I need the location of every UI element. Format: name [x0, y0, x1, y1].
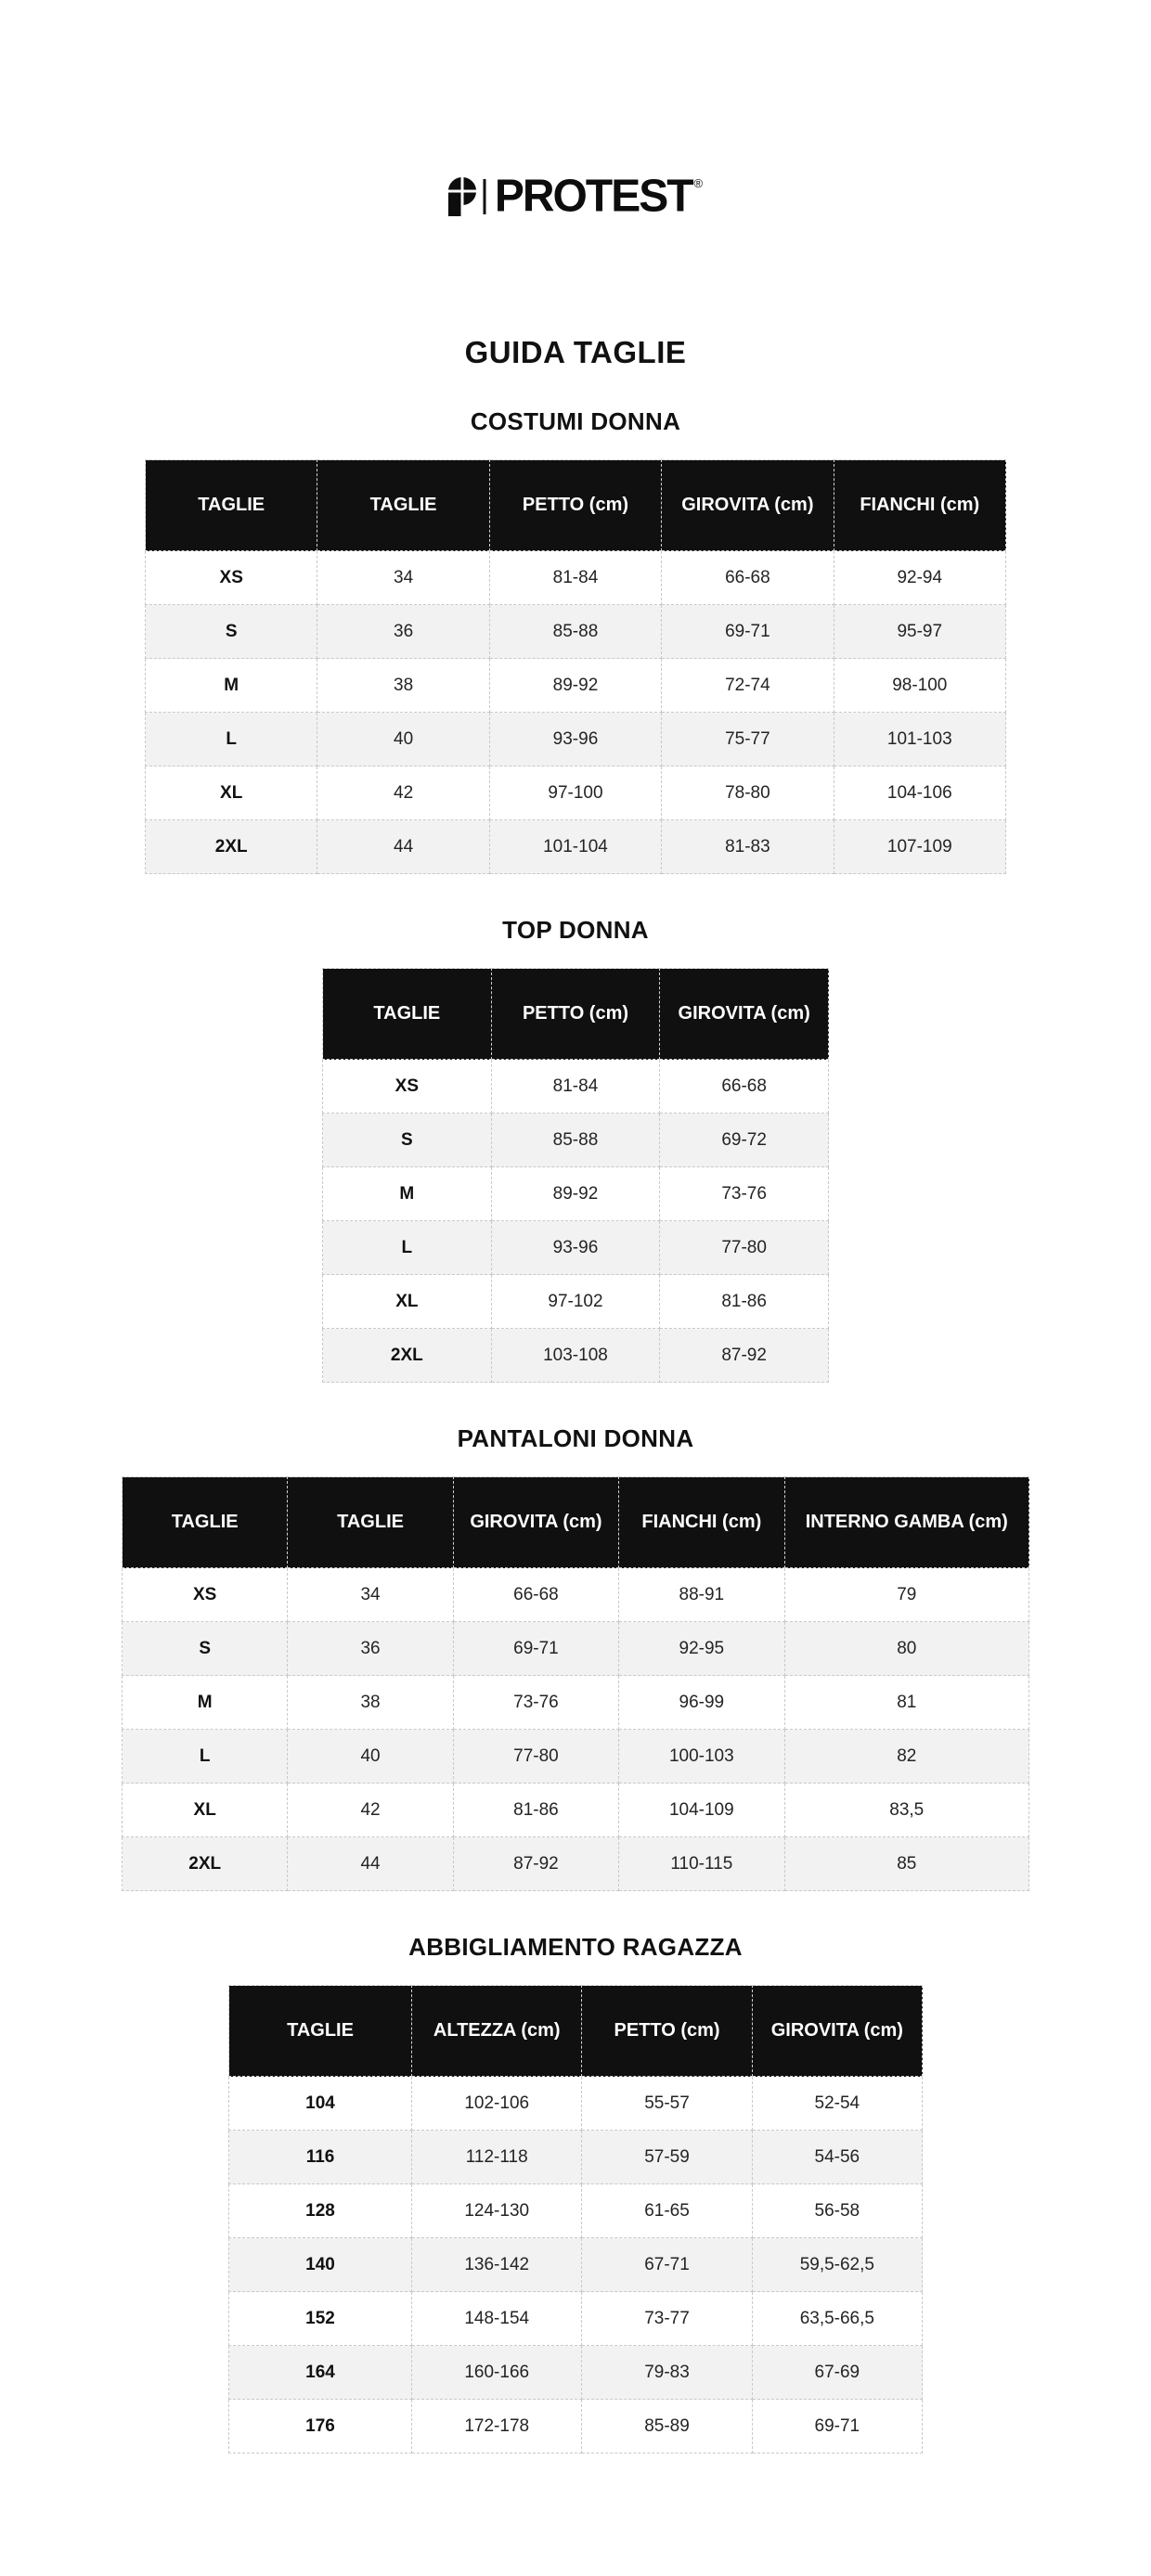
measurement-cell: 97-100	[489, 766, 661, 820]
measurement-cell: 107-109	[834, 820, 1005, 874]
column-header: TAGLIE	[229, 1986, 412, 2077]
measurement-cell: 69-71	[662, 605, 834, 659]
size-label-cell: 2XL	[146, 820, 317, 874]
measurement-cell: 81	[784, 1676, 1028, 1730]
measurement-cell: 85-88	[491, 1114, 660, 1167]
section-costumi-donna	[0, 407, 1151, 874]
measurement-cell: 80	[784, 1622, 1028, 1676]
section-title-costumi-donna: COSTUMI DONNA	[470, 407, 681, 435]
column-header: PETTO (cm)	[489, 460, 661, 551]
measurement-cell: 55-57	[582, 2077, 752, 2131]
measurement-cell: 42	[317, 766, 489, 820]
measurement-cell: 73-77	[582, 2292, 752, 2346]
measurement-cell: 85	[784, 1837, 1028, 1891]
column-header: TAGLIE	[123, 1477, 288, 1568]
measurement-cell: 44	[288, 1837, 453, 1891]
measurement-cell: 66-68	[453, 1568, 618, 1622]
measurement-cell: 63,5-66,5	[752, 2292, 922, 2346]
measurement-cell: 73-76	[453, 1676, 618, 1730]
brand-wordmark: PROTEST	[494, 171, 692, 222]
brand-logo-lockup	[448, 171, 704, 222]
measurement-cell: 67-69	[752, 2346, 922, 2400]
measurement-cell: 54-56	[752, 2131, 922, 2184]
measurement-cell: 89-92	[491, 1167, 660, 1221]
size-label-cell: 176	[229, 2400, 412, 2454]
measurement-cell: 101-103	[834, 713, 1005, 766]
measurement-cell: 78-80	[662, 766, 834, 820]
table-row	[146, 820, 1006, 874]
measurement-cell: 40	[288, 1730, 453, 1784]
protest-logo-icon	[448, 177, 488, 218]
table-row	[323, 1060, 829, 1114]
size-label-cell: S	[323, 1114, 492, 1167]
measurement-cell: 66-68	[662, 551, 834, 605]
measurement-cell: 42	[288, 1784, 453, 1837]
size-label-cell: L	[146, 713, 317, 766]
size-label-cell: 116	[229, 2131, 412, 2184]
size-label-cell: XL	[123, 1784, 288, 1837]
size-label-cell: XL	[323, 1275, 492, 1329]
table-row	[229, 2346, 923, 2400]
header-row	[229, 1986, 923, 2077]
size-table-costumi-donna	[145, 459, 1006, 874]
table-row	[123, 1784, 1029, 1837]
column-header: INTERNO GAMBA (cm)	[784, 1477, 1028, 1568]
column-header: GIROVITA (cm)	[660, 969, 829, 1060]
column-header: GIROVITA (cm)	[662, 460, 834, 551]
measurement-cell: 83,5	[784, 1784, 1028, 1837]
column-header: TAGLIE	[317, 460, 489, 551]
measurement-cell: 98-100	[834, 659, 1005, 713]
measurement-cell: 38	[317, 659, 489, 713]
table-row	[123, 1568, 1029, 1622]
measurement-cell: 66-68	[660, 1060, 829, 1114]
column-header: FIANCHI (cm)	[834, 460, 1005, 551]
size-label-cell: M	[323, 1167, 492, 1221]
measurement-cell: 72-74	[662, 659, 834, 713]
column-header: FIANCHI (cm)	[619, 1477, 784, 1568]
measurement-cell: 79-83	[582, 2346, 752, 2400]
measurement-cell: 87-92	[660, 1329, 829, 1383]
measurement-cell: 93-96	[489, 713, 661, 766]
section-pantaloni-donna	[0, 1424, 1151, 1891]
column-header: PETTO (cm)	[582, 1986, 752, 2077]
table-row	[123, 1837, 1029, 1891]
measurement-cell: 69-72	[660, 1114, 829, 1167]
header-row	[123, 1477, 1029, 1568]
size-label-cell: XL	[146, 766, 317, 820]
size-label-cell: XS	[323, 1060, 492, 1114]
measurement-cell: 104-109	[619, 1784, 784, 1837]
brand-logo	[0, 0, 1151, 222]
table-row	[123, 1730, 1029, 1784]
measurement-cell: 81-83	[662, 820, 834, 874]
size-label-cell: 104	[229, 2077, 412, 2131]
size-label-cell: XS	[146, 551, 317, 605]
table-row	[229, 2184, 923, 2238]
table-row	[146, 713, 1006, 766]
size-table-pantaloni-donna	[122, 1476, 1029, 1891]
table-row	[229, 2292, 923, 2346]
table-row	[123, 1622, 1029, 1676]
registered-trademark-icon: ®	[693, 176, 704, 190]
size-table-top-donna	[322, 968, 829, 1383]
measurement-cell: 100-103	[619, 1730, 784, 1784]
size-label-cell: XS	[123, 1568, 288, 1622]
measurement-cell: 38	[288, 1676, 453, 1730]
size-label-cell: 140	[229, 2238, 412, 2292]
measurement-cell: 89-92	[489, 659, 661, 713]
size-label-cell: 2XL	[123, 1837, 288, 1891]
measurement-cell: 61-65	[582, 2184, 752, 2238]
size-label-cell: 152	[229, 2292, 412, 2346]
table-row	[323, 1167, 829, 1221]
measurement-cell: 77-80	[453, 1730, 618, 1784]
measurement-cell: 124-130	[412, 2184, 582, 2238]
measurement-cell: 59,5-62,5	[752, 2238, 922, 2292]
measurement-cell: 81-86	[660, 1275, 829, 1329]
measurement-cell: 73-76	[660, 1167, 829, 1221]
measurement-cell: 148-154	[412, 2292, 582, 2346]
header-row	[146, 460, 1006, 551]
measurement-cell: 172-178	[412, 2400, 582, 2454]
measurement-cell: 81-84	[491, 1060, 660, 1114]
measurement-cell: 40	[317, 713, 489, 766]
measurement-cell: 87-92	[453, 1837, 618, 1891]
size-label-cell: M	[146, 659, 317, 713]
page-title: GUIDA TAGLIE	[464, 335, 687, 369]
table-row	[323, 1329, 829, 1383]
measurement-cell: 56-58	[752, 2184, 922, 2238]
table-row	[323, 1114, 829, 1167]
table-row	[146, 659, 1006, 713]
size-label-cell: S	[146, 605, 317, 659]
measurement-cell: 81-86	[453, 1784, 618, 1837]
size-label-cell: M	[123, 1676, 288, 1730]
measurement-cell: 82	[784, 1730, 1028, 1784]
size-table-abbigliamento-ragazza	[228, 1985, 923, 2454]
measurement-cell: 34	[288, 1568, 453, 1622]
header-row	[323, 969, 829, 1060]
column-header: GIROVITA (cm)	[752, 1986, 922, 2077]
measurement-cell: 112-118	[412, 2131, 582, 2184]
measurement-cell: 88-91	[619, 1568, 784, 1622]
measurement-cell: 101-104	[489, 820, 661, 874]
measurement-cell: 52-54	[752, 2077, 922, 2131]
measurement-cell: 77-80	[660, 1221, 829, 1275]
measurement-cell: 96-99	[619, 1676, 784, 1730]
measurement-cell: 57-59	[582, 2131, 752, 2184]
measurement-cell: 85-89	[582, 2400, 752, 2454]
measurement-cell: 92-94	[834, 551, 1005, 605]
measurement-cell: 93-96	[491, 1221, 660, 1275]
measurement-cell: 36	[288, 1622, 453, 1676]
measurement-cell: 136-142	[412, 2238, 582, 2292]
table-row	[323, 1221, 829, 1275]
column-header: ALTEZZA (cm)	[412, 1986, 582, 2077]
size-label-cell: L	[323, 1221, 492, 1275]
table-row	[123, 1676, 1029, 1730]
measurement-cell: 97-102	[491, 1275, 660, 1329]
section-abbigliamento-ragazza	[0, 1933, 1151, 2454]
measurement-cell: 69-71	[752, 2400, 922, 2454]
measurement-cell: 104-106	[834, 766, 1005, 820]
column-header: TAGLIE	[146, 460, 317, 551]
section-title-pantaloni-donna: PANTALONI DONNA	[457, 1424, 694, 1452]
measurement-cell: 67-71	[582, 2238, 752, 2292]
table-row	[146, 605, 1006, 659]
size-label-cell: 2XL	[323, 1329, 492, 1383]
measurement-cell: 95-97	[834, 605, 1005, 659]
table-row	[229, 2400, 923, 2454]
column-header: TAGLIE	[288, 1477, 453, 1568]
section-title-abbigliamento-ragazza: ABBIGLIAMENTO RAGAZZA	[408, 1933, 743, 1961]
column-header: PETTO (cm)	[491, 969, 660, 1060]
measurement-cell: 44	[317, 820, 489, 874]
measurement-cell: 34	[317, 551, 489, 605]
table-row	[323, 1275, 829, 1329]
measurement-cell: 103-108	[491, 1329, 660, 1383]
measurement-cell: 85-88	[489, 605, 661, 659]
column-header: TAGLIE	[323, 969, 492, 1060]
size-label-cell: 164	[229, 2346, 412, 2400]
measurement-cell: 36	[317, 605, 489, 659]
measurement-cell: 92-95	[619, 1622, 784, 1676]
table-row	[229, 2077, 923, 2131]
section-title-top-donna: TOP DONNA	[502, 916, 649, 944]
section-top-donna	[0, 916, 1151, 1383]
measurement-cell: 160-166	[412, 2346, 582, 2400]
size-label-cell: S	[123, 1622, 288, 1676]
size-label-cell: L	[123, 1730, 288, 1784]
table-row	[229, 2238, 923, 2292]
column-header: GIROVITA (cm)	[453, 1477, 618, 1568]
measurement-cell: 110-115	[619, 1837, 784, 1891]
table-row	[229, 2131, 923, 2184]
table-row	[146, 766, 1006, 820]
size-label-cell: 128	[229, 2184, 412, 2238]
measurement-cell: 75-77	[662, 713, 834, 766]
table-row	[146, 551, 1006, 605]
measurement-cell: 79	[784, 1568, 1028, 1622]
measurement-cell: 69-71	[453, 1622, 618, 1676]
measurement-cell: 102-106	[412, 2077, 582, 2131]
measurement-cell: 81-84	[489, 551, 661, 605]
